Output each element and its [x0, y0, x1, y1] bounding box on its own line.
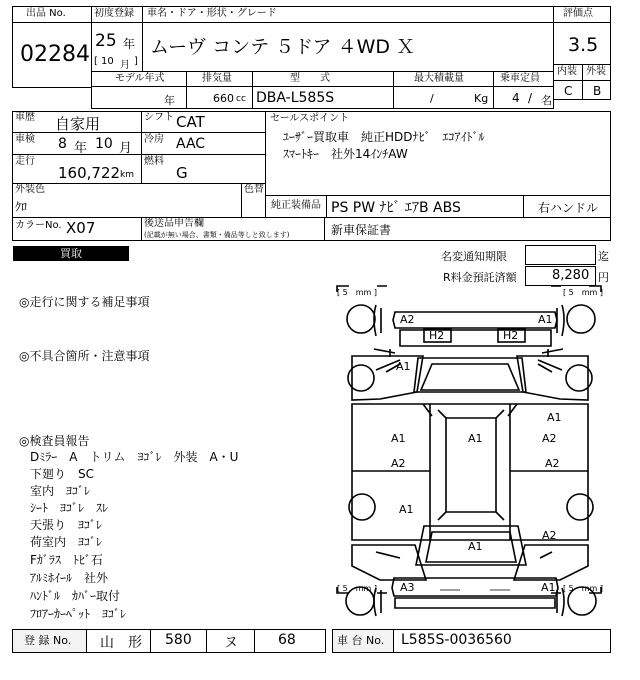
mark-headlight-right: H2: [503, 329, 519, 342]
postsale-label: 後送品申告欄: [144, 218, 204, 229]
shift-label: シフト: [144, 112, 174, 123]
interior-grade-label: 内装: [557, 66, 577, 77]
report-line: 室内 ﾖｺﾞﾚ: [30, 484, 91, 498]
inspection-label: 車検: [15, 134, 35, 145]
registration-class: 580: [165, 632, 192, 648]
wheel-front-right: [567, 305, 595, 333]
max-load-value: /: [430, 92, 434, 105]
registration-area: 山 形: [100, 635, 142, 651]
tire-depth-rear-left: [ 5 mm ]: [337, 584, 378, 593]
max-load-unit: Kg: [474, 92, 489, 105]
steering-side: 右ハンドル: [538, 201, 599, 215]
defects-remarks-label: ◎不具合箇所・注意事項: [19, 349, 150, 363]
report-line: Fｶﾞﾗｽ ﾄﾋﾞ石: [30, 553, 103, 567]
inspection-month-unit: 月: [119, 141, 133, 156]
model-year-unit: 年: [164, 94, 175, 107]
mark-rear-bumper-right: A1: [541, 581, 556, 594]
capacity: 4: [512, 91, 520, 105]
mark-left-front-door: A1: [391, 432, 406, 445]
report-line: ｼｰﾄ ﾖｺﾞﾚ ｽﾚ: [30, 501, 109, 515]
mark-right-fender: A1: [547, 411, 562, 424]
first-registration-year-unit: 年: [123, 37, 136, 51]
car-name-label: 車名・ドア・形状・グレード: [147, 8, 277, 19]
displacement: 660: [213, 92, 234, 105]
model-year-label: モデル年式: [115, 73, 165, 84]
displacement-label: 排気量: [202, 73, 232, 84]
fuel: G: [176, 164, 188, 182]
air-conditioner: AAC: [176, 136, 206, 152]
sales-point-line-1: ﾕｰｻﾞｰ買取車 純正HDDﾅﾋﾞ ｴｺｱｲﾄﾞﾙ: [283, 130, 485, 144]
interior-grade: C: [564, 84, 573, 98]
grade-score: 3.5: [568, 34, 599, 56]
wheel-front-left: [347, 305, 375, 333]
report-line: ｱﾙﾐﾎｲｰﾙ 社外: [30, 571, 109, 585]
registration-number-label: 登 録 No.: [24, 634, 72, 647]
front-grille: [400, 330, 551, 346]
history: 自家用: [55, 115, 101, 133]
history-label: 車歴: [15, 112, 35, 123]
first-registration-label: 初度登録: [94, 8, 134, 19]
report-line: 下廻り SC: [30, 467, 94, 481]
exterior-grade: B: [593, 84, 602, 98]
name-change-unit: 迄: [598, 250, 609, 263]
tire-depth-front-right: [ 5 mm ]: [563, 288, 604, 297]
recycle-value: 8,280: [552, 268, 590, 283]
tire-depth-rear-right: [ 5 mm ]: [563, 584, 604, 593]
mileage-label: 走行: [15, 156, 35, 167]
mark-right-rear-door: A2: [545, 457, 560, 470]
mark-left-quarter: A1: [399, 503, 414, 516]
report-line: 荷室内 ﾖｺﾞﾚ: [30, 535, 103, 549]
inspector-report-label: ◎検査員報告: [19, 434, 90, 448]
sales-point-label: セールスポイント: [270, 113, 350, 124]
report-line: Dﾐﾗｰ A トリム ﾖｺﾞﾚ 外装 A・U: [30, 450, 239, 464]
recycle-unit: 円: [598, 271, 609, 284]
model-type: DBA-L585S: [256, 90, 335, 106]
body-outline: [352, 356, 423, 400]
mark-roof: A1: [468, 432, 483, 445]
mileage: 160,722: [58, 164, 121, 182]
displacement-unit: cc: [236, 94, 246, 104]
first-registration-month-unit: 月: [120, 60, 130, 71]
mark-right-quarter: A2: [542, 529, 557, 542]
color-change-label: 色替: [244, 184, 264, 195]
capacity-separator: /: [528, 91, 533, 105]
recycle-label: R料金預託済額: [443, 271, 517, 284]
chassis-number: L585S-0036560: [401, 632, 512, 648]
registration-number: 68: [278, 632, 296, 648]
capacity-label: 乗車定員: [500, 73, 540, 84]
mark-right-front-door: A2: [542, 432, 557, 445]
mark-left-rear-door: A2: [391, 457, 406, 470]
inspection-month: 10: [95, 136, 113, 152]
mileage-unit: km: [120, 170, 134, 180]
lot-number-label: 出品 No.: [26, 8, 66, 19]
mark-headlight-left: H2: [429, 329, 445, 342]
report-line: ﾌﾛｱｰｶｰﾍﾟｯﾄ ﾖｺﾞﾚ: [30, 607, 127, 621]
first-registration-month: 10: [101, 56, 114, 67]
grade-label: 評価点: [563, 8, 593, 19]
mark-front-bumper-right: A1: [538, 313, 553, 326]
registration-kana: ヌ: [224, 635, 238, 651]
car-name: ムーヴ コンテ ５ドア ４WD Ｘ: [150, 36, 416, 58]
cabin-outline: [352, 404, 588, 540]
chassis-number-label: 車 台 No.: [337, 634, 385, 647]
equipment-label: 純正装備品: [271, 200, 321, 211]
first-registration-year: 25: [95, 31, 117, 51]
running-remarks-label: ◎走行に関する補足事項: [19, 295, 150, 309]
report-line: ﾊﾝﾄﾞﾙ ｶﾊﾞｰ取付: [30, 589, 121, 603]
exterior-color: ｸﾛ: [15, 200, 28, 214]
tire-depth-front-left: [ 5 mm ]: [337, 288, 378, 297]
inspection-year: 8: [58, 136, 67, 152]
color-number: X07: [66, 219, 96, 237]
capacity-unit: 名: [541, 94, 552, 107]
air-conditioner-label: 冷房: [144, 134, 164, 145]
warranty: 新車保証書: [331, 223, 392, 237]
front-bumper: [393, 312, 557, 328]
purchase-badge-text: 買取: [60, 247, 82, 260]
fuel-label: 燃料: [144, 156, 164, 167]
color-number-label: カラーNo.: [15, 220, 62, 231]
name-change-label: 名変通知期限: [441, 250, 507, 263]
shift: CAT: [176, 113, 205, 131]
postsale-note: (記載が無い場合、書類・備品等しと致します): [144, 231, 290, 239]
lot-number: 02284: [20, 42, 90, 67]
inspection-year-unit: 年: [74, 141, 88, 156]
sales-point-line-2: ｽﾏｰﾄｷｰ 社外14ｲﾝﾁAW: [283, 147, 408, 161]
exterior-color-label: 外装色: [15, 184, 45, 195]
max-load-label: 最大積載量: [414, 73, 464, 84]
mark-front-bumper-left: A2: [400, 313, 415, 326]
model-type-label: 型 式: [290, 73, 330, 84]
report-line: 天張り ﾖｺﾞﾚ: [30, 518, 103, 532]
mark-rear-bumper-left: A3: [400, 581, 415, 594]
mark-back-door: A1: [468, 540, 483, 553]
mark-left-fender: A1: [396, 360, 411, 373]
equipment-list: PS PW ﾅﾋﾞ ｴｱB ABS: [331, 200, 461, 216]
exterior-grade-label: 外装: [586, 66, 606, 77]
